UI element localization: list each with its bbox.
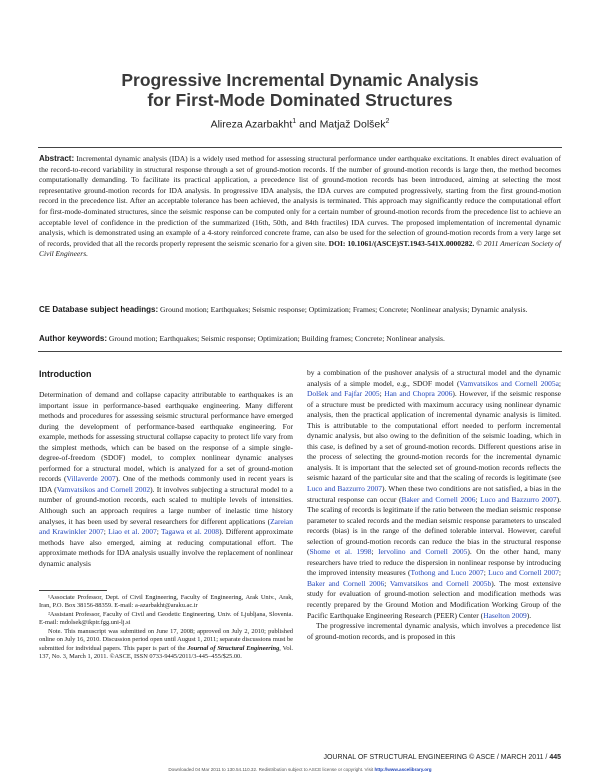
ref-shome-1998[interactable]: Shome et al. 1998 — [309, 547, 372, 557]
author-2-affil: 2 — [385, 118, 390, 125]
download-notice — [0, 767, 600, 772]
ref-vamvatsikos-cornell-2005a[interactable]: Vamvatsikos and Cornell 2005a — [459, 378, 559, 388]
author-keywords — [39, 334, 561, 345]
ref-liao-2007[interactable]: Liao et al. 2007 — [108, 527, 157, 537]
ce-headings-label: CE Database subject headings: — [39, 305, 159, 314]
ref-baker-cornell-2006-b[interactable]: Baker and Cornell 2006 — [307, 578, 385, 588]
author-2: Matjaž Dolšek — [319, 118, 386, 131]
introduction-heading: Introduction — [39, 369, 92, 379]
author-keywords-label: Author keywords: — [39, 334, 108, 343]
ref-zareian-krawinkler-2007[interactable]: Zareian and Krawinkler 2007 — [39, 516, 293, 537]
ref-baker-cornell-2006[interactable]: Baker and Cornell 2006 — [401, 494, 476, 504]
footnote-manuscript-note: Note. This manuscript was submitted on June 17, 2008; approved on July 2, 2010; published online on July 16, 2010. Discussion period open until August 1, 2011; separate discussions must be submitted for individual papers. This paper is part of the Journal of Structural Engineering, Vol. 137, No. 3, March 1, 2011. ©ASCE, ISSN 0733-9445/2011/3-445–455/$25.00. — [39, 627, 293, 661]
ce-subject-headings — [39, 305, 561, 316]
ref-vamvatsikos-cornell-2005b[interactable]: Vamvatsikos and Cornell 2005b — [389, 578, 492, 588]
ref-luco-bazzurro-2007[interactable]: Luco and Bazzurro 2007 — [307, 484, 382, 494]
ref-tagawa-2008[interactable]: Tagawa et al. 2008 — [161, 527, 220, 537]
copyright-text: © 2011 American Society of Civil Engineers. — [39, 238, 561, 259]
ref-dolsek-fajfar-2005[interactable]: Dolšek and Fajfar 2005 — [307, 389, 380, 399]
abstract — [39, 154, 561, 260]
ref-villaverde-2007[interactable]: Villaverde 2007 — [66, 474, 116, 484]
ref-luco-cornell-2007[interactable]: Luco and Cornell 2007 — [488, 568, 559, 578]
ref-vamvatsikos-cornell-2002[interactable]: Vamvatsikos and Cornell 2002 — [56, 484, 151, 494]
doi-link[interactable]: DOI: 10.1061/(ASCE)ST.1943-541X.0000282. — [328, 238, 475, 248]
footer-journal: JOURNAL OF STRUCTURAL ENGINEERING © ASCE / MARCH 2011 / — [323, 754, 550, 761]
page-number: 445 — [549, 754, 561, 761]
download-notice-text: Downloaded 04 Mar 2011 to 130.54.110.32. Redistribution subject to ASCE license or copyright. Visit — [168, 767, 375, 772]
title-line-2: for First-Mode Dominated Structures — [147, 90, 453, 110]
footnote-affiliation-1: ¹Associate Professor, Dept. of Civil Engineering, Faculty of Engineering, Arak Univ., Arak, Iran, P.O. Box 38156-88359. E-mail: a-azarbakht@araku.ac.ir — [39, 594, 293, 610]
abstract-label: Abstract: — [39, 154, 75, 163]
journal-footer — [323, 754, 561, 761]
ref-han-chopra-2006[interactable]: Han and Chopra 2006 — [384, 389, 453, 399]
ref-tothong-luco-2007[interactable]: Tothong and Luco 2007 — [410, 568, 484, 578]
author-line — [0, 118, 600, 131]
author-1-affil: 1 — [292, 118, 297, 125]
ref-haselton-2009[interactable]: Haselton 2009 — [483, 610, 527, 620]
author-1: Alireza Azarbakht — [210, 118, 293, 131]
abstract-text: Incremental dynamic analysis (IDA) is a widely used method for assessing structural performance under earthquake excitations. It enables direct evaluation of the record-to-record variability in structural response through a set of ground-motion records. If the number of ground-motion records is large then, the method becomes computationally demanding. To facilitate its practical application, a precedence list of ground-motion records has been introduced, aiming at selecting the most representative ground-motion records for IDA analysis. In progressive IDA analysis, the IDA curves are computed progressively, starting from the first ground-motion record in the precedence list. After an acceptable tolerance has been achieved, the analysis is terminated. This approach may significantly reduce the computational effort for first-mode-dominated structures, since the seismic response can be computed only for a certain number of ground-motion records from the precedence list to achieve an acceptable level of confidence in the prediction of the summarized (16th, 50th, and 84th fractiles) IDA curves. The proposed implementation of incremental dynamic analysis, which is demonstrated using an example of a 4-story reinforced concrete frame, can also be used for the selection of ground-motion records from a very large set of records, provided that all the records properly represent the seismic scenario for a given site. — [39, 154, 561, 248]
footnote-affiliation-2: ²Assistant Professor, Faculty of Civil and Geodetic Engineering, Univ. of Ljubljana, Slovenia. E-mail: mdolsek@ikpir.fgg.uni-lj.si — [39, 610, 293, 627]
right-column-paragraph-2: The progressive incremental dynamic analysis, which involves a precedence list of ground-motion records, and is proposed in this — [307, 621, 561, 641]
author-conjunction: and — [296, 118, 320, 131]
right-column-body: by a combination of the pushover analysis of a structural model and the dynamic analysis of a simple model, e.g., SDOF model (Vamvatsikos and Cornell 2005a; Dolšek and Fajfar 2005; Han and Chopra 2006). However, if the seismic response of a structure must be predicted with maximum accuracy using nonlinear dynamic analysis, then the practical application of incremental dynamic analysis is limited. This is attributable to the computational effort needed to perform incremental dynamic analysis, but also owing to the definition of the seismic loading, which in this case, is defined by a set of ground-motion records. Different questions arise in the process of selecting the ground-motion records for the incremental dynamic analysis. It is important that the selected set of ground-motion records reflects the seismic hazard of the particular site and that the scaling of records is legitimate (see Luco and Bazzurro 2007). When these two conditions are not satisfied, a bias in the structural response can occur (Baker and Cornell 2006; Luco and Bazzurro 2007). The scaling of records is legitimate if the ratio between the median seismic response parameter to scaled records and the median seismic response parameters to unscaled records (bias) is in the range of the defined tolerable interval. However, careful selection of ground-motion records can reduce the bias in the structural response (Shome et al. 1998; Iervolino and Cornell 2005). On the other hand, many researchers have tried to reduce the dispersion in nonlinear response by introducing the improved intensity measures (Tothong and Luco 2007; Luco and Cornell 2007; Baker and Cornell 2006; Vamvatsikos and Cornell 2005b). The most extensive study for evaluation of ground-motion selection and modification methods was recently prepared by the Ground Motion and Modification Working Group of the Pacific Earthquake Engineering Research (PEER) Center (Haselton 2009). The progressive incremental dynamic analysis, which involves a precedence list of ground-motion records, and is proposed in this — [307, 368, 562, 641]
title-line-1: Progressive Incremental Dynamic Analysis — [121, 70, 479, 90]
ce-headings-text: Ground motion; Earthquakes; Seismic response; Optimization; Frames; Concrete; Nonlinear analysis; Dynamic analysis. — [158, 305, 528, 314]
abstract-bottom-rule — [38, 351, 562, 352]
footnotes — [39, 594, 293, 662]
ref-luco-bazzurro-2007-b[interactable]: Luco and Bazzurro 2007 — [480, 494, 557, 504]
ref-iervolino-cornell-2005[interactable]: Iervolino and Cornell 2005 — [378, 547, 468, 557]
left-column-body: Determination of demand and collapse capacity attributable to earthquakes is an important issue in performance-based earthquake engineering. Many different methods and procedures for assessing seismic structural performance have emerged during the development of performance-based earthquake engineering. For example, methods for assessing structural collapse capacity to protect life vary from the simplest methods, which can be based on the response of a simple single-degree-of-freedom (SDOF) model, to complex nonlinear dynamic analyses performed for a structural model, which is analyzed for a set of ground-motion records (Villaverde 2007). One of the methods commonly used in recent years is IDA (Vamvatsikos and Cornell 2002). It involves subjecting a structural model to a number of ground-motion records, each scaled to multiple levels of intensities. Although such an approach requires a large number of inelastic time history analyses, it has been used by several researchers for different applications (Zareian and Krawinkler 2007; Liao et al. 2007; Tagawa et al. 2008). Different approximate methods have also emerged, aiming at reducing computational effort. The approximate methods for IDA analysis usually involve the replacement of nonlinear dynamic analysis — [39, 390, 294, 568]
footnote-rule — [39, 590, 107, 591]
paper-title — [0, 70, 600, 110]
ascelibrary-link[interactable]: http://www.ascelibrary.org — [374, 767, 432, 772]
abstract-top-rule — [38, 147, 562, 148]
author-keywords-text: Ground motion; Earthquakes; Seismic response; Optimization; Building frames; Concrete; Nonlinear analysis. — [107, 334, 445, 343]
